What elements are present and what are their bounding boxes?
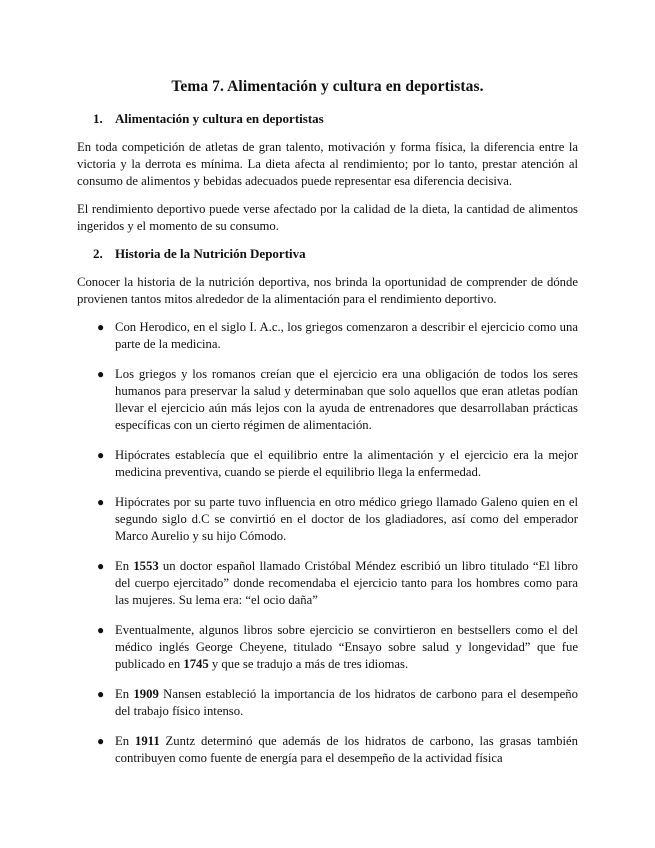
list-item: ● Los griegos y los romanos creían que el ejercicio era una obligación de todos los seres humanos para preservar la salud y determinaban que solo aquellos que eran atletas podían llevar el ejercicio aún más lejos con la ayuda de entrenadores que desarrollaban prácticas específicas con un cierto régimen de alimentación. bbox=[97, 367, 578, 432]
bullet-icon: ● bbox=[97, 623, 105, 637]
section-1-paragraph-2: El rendimiento deportivo puede verse afectado por la calidad de la dieta, la cantidad de alimentos ingeridos y el momento de su consumo. bbox=[77, 202, 578, 233]
section-2-number: 2. bbox=[93, 246, 103, 261]
year-1745: 1745 bbox=[183, 657, 209, 671]
section-1-heading bbox=[93, 111, 578, 127]
year-1909: 1909 bbox=[133, 687, 159, 701]
section-1-paragraph-1: En toda competición de atletas de gran talento, motivación y forma física, la diferencia entre la victoria y la derrota es mínima. La dieta afecta al rendimiento; por lo tanto, prestar atención al consumo de alimentos y bebidas adecuados puede representar esa diferencia decisiva. bbox=[77, 140, 578, 188]
document-title: Tema 7. Alimentación y cultura en deportistas. bbox=[171, 78, 484, 95]
bullet-icon: ● bbox=[97, 320, 105, 334]
bullet-icon: ● bbox=[97, 687, 105, 701]
year-1553: 1553 bbox=[133, 559, 159, 573]
bullet-icon: ● bbox=[97, 559, 105, 573]
bullet-icon: ● bbox=[97, 448, 105, 462]
section-2-heading bbox=[93, 246, 578, 262]
list-item: ● Hipócrates establecía que el equilibrio entre la alimentación y el ejercicio era la mejor medicina preventiva, cuando se pierde el equilibrio llega la enfermedad. bbox=[97, 448, 578, 479]
bullet-icon: ● bbox=[97, 734, 105, 748]
list-item: ● En 1553 un doctor español llamado Cristóbal Méndez escribió un libro titulado “El libro del cuerpo ejercitado” donde recomendaba el ejercicio tanto para los hombres como para las mujeres. Su lema era: “el ocio daña” bbox=[97, 559, 578, 607]
section-1-number: 1. bbox=[93, 111, 103, 126]
year-1911: 1911 bbox=[134, 734, 160, 748]
section-2-intro: Conocer la historia de la nutrición deportiva, nos brinda la oportunidad de comprender de dónde provienen tantos mitos alrededor de la alimentación para el rendimiento deportivo. bbox=[77, 275, 578, 306]
list-item: ● Con Herodico, en el siglo I. A.c., los griegos comenzaron a describir el ejercicio como una parte de la medicina. bbox=[97, 320, 578, 351]
list-item: ● Eventualmente, algunos libros sobre ejercicio se convirtieron en bestsellers como el del médico inglés George Cheyene, titulado “Ensayo sobre salud y longevidad” que fue publicado en 1745 y que se tradujo a más de tres idiomas. bbox=[97, 623, 578, 671]
history-bullet-list bbox=[77, 319, 578, 767]
bullet-icon: ● bbox=[97, 367, 105, 381]
section-1-title: Alimentación y cultura en deportistas bbox=[115, 111, 324, 126]
bullet-icon: ● bbox=[97, 495, 105, 509]
list-item: ● En 1909 Nansen estableció la importancia de los hidratos de carbono para el desempeño del trabajo físico intenso. bbox=[97, 687, 578, 718]
list-item: ● Hipócrates por su parte tuvo influencia en otro médico griego llamado Galeno quien en el segundo siglo d.C se convirtió en el doctor de los gladiadores, así como del emperador Marco Aurelio y su hijo Cómodo. bbox=[97, 495, 578, 543]
section-2-title: Historia de la Nutrición Deportiva bbox=[115, 246, 306, 261]
list-item: ● En 1911 Zuntz determinó que además de los hidratos de carbono, las grasas también contribuyen como fuente de energía para el desempeño de la actividad física bbox=[97, 734, 578, 765]
